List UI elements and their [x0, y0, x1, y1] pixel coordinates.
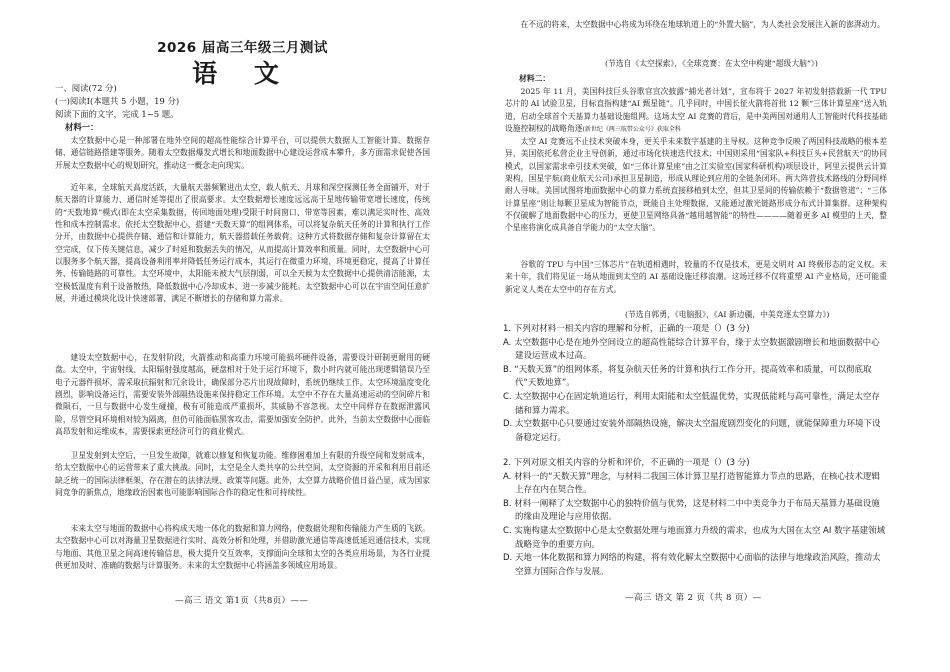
material2-label: 材料二：: [519, 74, 551, 83]
question-1-option-d[interactable]: D. 太空数据中心只要通过安装外部隔热设施，解决太空温度剧烈变化的问题，就能保障重力环境下设备稳定运行。: [503, 419, 881, 443]
question-1-option-a[interactable]: A. 太空数据中心是在地外空间设立的超高性能综合计算平台，缘于太空数据激剧增长和地面数据中心建设运营成本过高。: [503, 337, 880, 362]
material1-paragraph-2: 近年来，全球航天高度活跃，大量航天器频繁进出太空，载人航天、月球和深空探测任务全面铺开，对于航天器的计算能力、通信时延等提出了很高要求。太空数据增长速度远远高于星地传输带宽增长速度，传统的“天数地算”模式(即在太空采集数据，传回地面处理)受限于时间窗口、带宽等因素，难以满足实时性、高效性和成本控制需求。依托太空数据中心，搭建“天数天算”的组网体系，可以将复杂航天任务的计算和执行工作分开，由数据中心提供存储、通信和计算能力，航天器搭载任务载荷。这种方式将数据存储和复杂计算留在太空完成，仅下传关键信息，减少了时延和数据丢失的情况，从而提高计算效率和质量。同时，太空数据中心可以服务多个航天器，提高设备利用率并降低任务运行成本，其运行在微重力环境，环境更稳定，提高了计算任务、传输链路的可靠性。太空环境中，太阳能未被大气层削弱，可以全天候为太空数据中心提供清洁能源，太空极低温度有利于设备散热，降低数据中心冷却成本，进一步减少能耗。太空数据中心可以在宇宙空间任意扩展，并通过模块化设计快速部署，满足不断增长的存储和算力需求。: [55, 183, 430, 304]
question-2-option-d[interactable]: D. 天地一体化数据和算力网络的构建，将有效化解太空数据中心面临的法律与地缘政治风险，推动太空算力国际合作与发展。: [503, 553, 881, 577]
exam-title: 2026 届高三年级三月测试: [157, 40, 328, 56]
instruction: 阅读下面的文字，完成 1~5 题。: [55, 109, 179, 119]
question-1: [503, 323, 887, 445]
source-citation-1: (节选自《太空探索》，《全球竞赛：在太空中构建“超级大脑”》): [605, 59, 818, 68]
question-2: [503, 457, 887, 579]
question-1-option-b[interactable]: B. “天数天算”的组网体系，将复杂航天任务的计算和执行工作分开，提高效率和质量，可以彻底取代“天数地算”。: [503, 364, 872, 389]
material2-paragraph-2: 太空 AI 竞赛远不止技术突破本身，更关乎未来数字基建的主导权。这种竞争反映了两国科技战略的根本差异，美国依托私营企业主导创新，通过市场化快速迭代技术；中国则采用“国家队+科技巨头+民营航天”的协同模式，以国家需求牵引技术突破，如“三体计算星座”由之江实验室(国家科研机构)项层设计，阿里云提供云计算架构，国星宇航(商业航天公司)承担卫星制造，形成从理论到应用的全链条闭环。两大阵营技术路线的分野同样耐人寻味。美国试图将地面数据中心的算力系统直接移植到太空，但其卫星间的传输依赖于“数据管道”；“三体计算星座”则让每颗卫星成为智能节点，既能自主处理数据，又能通过激光链路形成分布式计算集群。这种架构不仅破解了地面数据中心的压力，更使卫星网络具备“越用越智能”的特性————随着更多 AI 模型的上天，整个星座将演化成具备自学能力的“太空大脑”。: [505, 137, 887, 233]
material1-paragraph-4: 卫星发射到太空后，一旦发生故障，就难以修复和恢复功能。维修困难加上有限的升级空间和发射成本，给太空数据中心的运营带来了重大挑战。同时，太空是全人类共享的公共空间，太空资源的开采和利用目前还缺乏统一的国际法律框架，存在潜在的法律法规、政策等问题。此外，太空算力战略价值日益凸显，成为国家间竞争的新焦点，地缘政治因素也可能影响国际合作的稳定性和可持续性。: [55, 451, 430, 498]
question-2-stem: 2. 下列对原文相关内容的分析和评价，不正确的一项是（）(3 分): [503, 458, 750, 468]
page-footer-left: —高三 语文 第1页（共8页）——: [175, 596, 309, 606]
question-2-option-c[interactable]: C. 实施构建太空数据中心是太空数据处理与地面算力升级的需求，也成为大国在太空 AI 数字基建领域战略竞争的重要方向。: [503, 525, 886, 550]
question-1-option-c[interactable]: C. 太空数据中心在固定轨道运行，利用太阳能和太空低温优势，实现低能耗与高可靠性，满足太空存储和算力需求。: [503, 391, 880, 416]
question-1-stem: 1. 下列对材料一相关内容的理解和分析，正确的一项是（）(3 分): [503, 324, 750, 334]
material2-paragraph-1: [505, 86, 887, 136]
material2-paragraph-3: 谷歌的 TPU 与中国“三体芯片”在轨道相遇时，较量的不仅是技术，更是文明对 AI 终极形态的定义权。未来十年，我们将见证一场从地面到太空的 AI 基础设施迁移浪潮。这场迁移不仅将重塑 AI 产业格局，还可能重新定义人类在太空中的存在方式。: [505, 260, 887, 294]
material1-paragraph-5: 未来太空与地面的数据中心将构成天地一体化的数据和算力网络，使数据处理和传输能力产生质的飞跃。太空数据中心可以对海量卫星数据进行实时、高效分析和处理，并借助激光通信等高速低延迟通信技术，实现与地面、其他卫星之间高速传输信息，极大提升交互效率，支撑面向全球和太空的各类应用场景，为各行业提供更加及时、准确的数据与计算服务。未来的太空数据中心将涵盖多领域应用场景。: [55, 524, 430, 571]
material1-paragraph-3: 建设太空数据中心，在发射阶段，火箭推动和高重力环境可能损坏硬件设备，需要设计研制更耐用的硬盘。太空中，宇宙射线、太阳辐射强度越高，硬盘相对于处于运行环境下，数小时内就可能出现逻辑错误乃至电子元器件损坏，需采取抗辐射和冗余设计，确保部分芯片出现故障时，系统仍继续工作。太空环境温度变化剧烈，影响设备运行，需要安装外部隔热设施来保持稳定工作环境。太空中不存在大量高速运动的空间碎片和微陨石，一旦与数据中心发生碰撞，极有可能造成严重损坏，其威胁不容忽视。太空中同样存在数据泄露风险，尽管空间环境相对较为隔离，但仍可能面临黑客攻击，需要加强安全防护。此外，当前太空数据中心面临高昂发射和运维成本，需要探索更经济可行的商业模式。: [55, 353, 430, 437]
section-heading: 一、阅读(72 分): [55, 83, 117, 93]
question-2-option-a[interactable]: A. 材料一的“天数天算”理念，与材料二我国三体计算卫星打造智能算力节点的思路，在核心技术逻辑上存在内在契合性。: [503, 471, 880, 496]
material1-label: 材料一：: [65, 122, 99, 132]
subsection-heading: (一)阅读Ⅰ(本题共 5 小题，19 分): [55, 96, 180, 106]
page-footer-right: —高三 语文 第 2 页（共 8 页）—: [625, 593, 762, 603]
watermark-note: (新世纪《两三航带公众号》获取全科: [582, 126, 681, 134]
material2-paragraph-1-text: 2025 年 11 月，美国科技巨头谷歌官宣次披露“捕光者计划”，宣布将于 2027 年初发射搭载新一代 TPU 芯片的 AI 试验卫星，目标直指构建“AI 甄星链”。几乎同时，中国长征火箭将首批 12 颗“三体计算星座”送入轨道，启动全球首个天基算力基础设施组网。这场太空 AI 竞赛的背后，是中美两国对通用人工智能时代科技基础设施控制权的战略角逐: [505, 87, 887, 134]
material1-paragraph-1: 太空数据中心是一种部署在地外空间的超高性能综合计算平台，可以提供大数据人工智能计算、数据存储、通信链路搭建等服务。随着太空数据爆发式增长和地面数据中心建设运营成本攀升，多方面需求促使各国开展太空数据中心的规划研究，推动这一概念走向现实。: [55, 136, 430, 170]
material1-closing-paragraph: 在不远的将来，太空数据中心将成为环绕在地球轨道上的“外置大脑”，为人类社会发展注入新的澎湃动力。: [520, 20, 885, 29]
source-citation-2: (节选自郭勇，《电脑报》，《AI 新边疆，中美竞逐太空算力》): [625, 310, 830, 319]
subject-title: 语 文: [192, 59, 293, 88]
question-2-option-b[interactable]: B. 材料一阐释了太空数据中心的独特价值与优势，这是材料二中中美竞争力于布局天基算力基础设施的缘由及理论与应用依据。: [503, 498, 880, 523]
